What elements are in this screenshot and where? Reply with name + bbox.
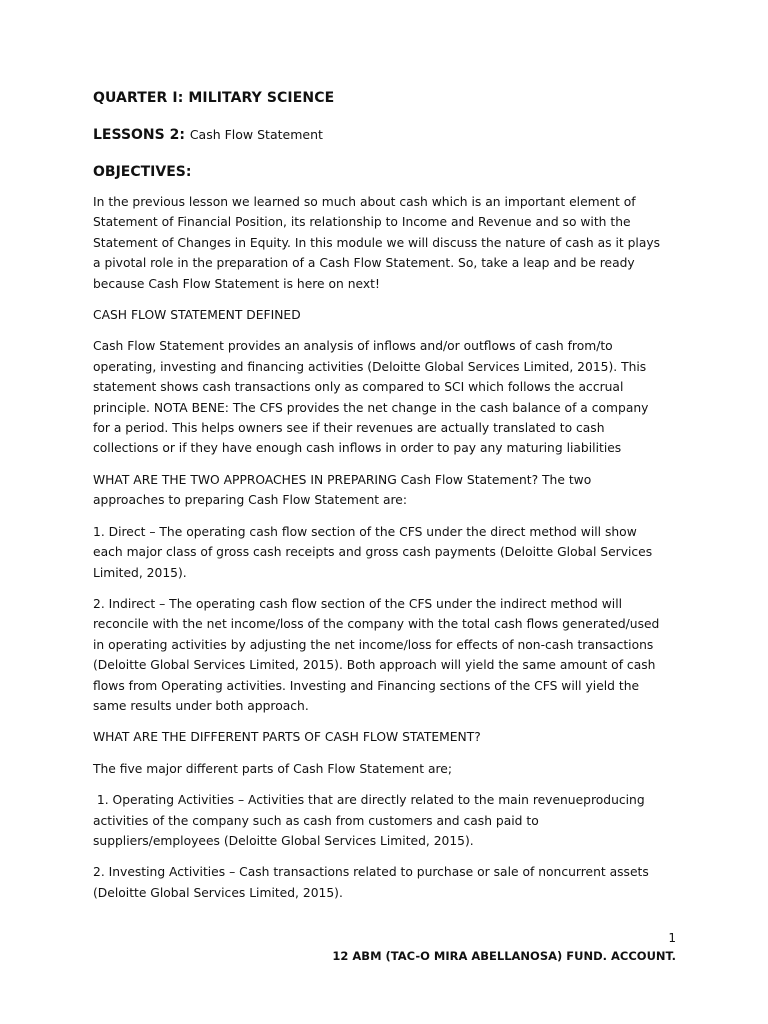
page-number: 1 bbox=[668, 931, 676, 945]
text-line: suppliers/employees (Deloitte Global Services Limited, 2015). bbox=[93, 833, 474, 848]
text-line: In the previous lesson we learned so much about cash which is an important element of bbox=[93, 195, 636, 209]
text-line: for a period. This helps owners see if their revenues are actually translated to cash bbox=[93, 421, 605, 436]
section-heading-parts bbox=[93, 727, 683, 747]
lesson-heading bbox=[93, 125, 683, 145]
text-line: operating, investing and financing activities (Deloitte Global Services Limited, 2015). This bbox=[93, 359, 647, 374]
text-line: each major class of gross cash receipts and gross cash payments (Deloitte Global Services bbox=[93, 545, 653, 560]
document-body bbox=[93, 88, 683, 914]
paragraph-investing-activities bbox=[93, 862, 683, 903]
paragraph-definition bbox=[93, 336, 683, 458]
text-line: Statement of Changes in Equity. In this module we will discuss the nature of cash as it plays bbox=[93, 235, 661, 250]
text-line: 1. Operating Activities – Activities that are directly related to the main revenueproducing bbox=[93, 793, 645, 808]
lesson-title: Cash Flow Statement bbox=[189, 127, 323, 142]
objectives-heading: OBJECTIVES: bbox=[93, 164, 192, 180]
paragraph-intro bbox=[93, 192, 683, 294]
text-line: approaches to preparing Cash Flow Statement are: bbox=[93, 493, 408, 508]
text-line: in operating activities by adjusting the net income/loss for effects of non-cash transactions bbox=[93, 637, 654, 652]
text-line: activities of the company such as cash from customers and cash paid to bbox=[93, 813, 539, 828]
text-line: CASH FLOW STATEMENT DEFINED bbox=[93, 308, 301, 323]
text-line: (Deloitte Global Services Limited, 2015). bbox=[93, 885, 343, 900]
paragraph-direct-method bbox=[93, 522, 683, 583]
text-line: collections or if they have enough cash inflows in order to pay any maturing liabilities bbox=[93, 441, 622, 456]
lesson-label: LESSONS 2: bbox=[93, 127, 185, 143]
text-line: 2. Indirect – The operating cash flow section of the CFS under the indirect method will bbox=[93, 596, 623, 611]
text-line: Limited, 2015). bbox=[93, 565, 187, 580]
text-line: Cash Flow Statement provides an analysis of inflows and/or outflows of cash from/to bbox=[93, 339, 613, 354]
text-line: 2. Investing Activities – Cash transactions related to purchase or sale of noncurrent assets bbox=[93, 865, 649, 880]
paragraph-operating-activities bbox=[93, 790, 683, 851]
text-line: reconcile with the net income/loss of the company with the total cash flows generated/used bbox=[93, 617, 660, 632]
text-line: statement shows cash transactions only as compared to SCI which follows the accrual bbox=[93, 380, 624, 395]
text-line: same results under both approach. bbox=[93, 698, 309, 713]
paragraph-indirect-method bbox=[93, 594, 683, 716]
text-line: Statement of Financial Position, its relationship to Income and Revenue and so with the bbox=[93, 215, 631, 230]
text-line: (Deloitte Global Services Limited, 2015). Both approach will yield the same amount of cash bbox=[93, 658, 656, 673]
page-footer: 12 ABM (TAC-O MIRA ABELLANOSA) FUND. ACCOUNT. bbox=[332, 949, 676, 963]
text-line: flows from Operating activities. Investing and Financing sections of the CFS will yield the bbox=[93, 678, 640, 693]
section-heading-defined bbox=[93, 305, 683, 325]
text-line: WHAT ARE THE DIFFERENT PARTS OF CASH FLOW STATEMENT? bbox=[93, 730, 481, 745]
text-line: principle. NOTA BENE: The CFS provides the net change in the cash balance of a company bbox=[93, 400, 649, 415]
text-line: a pivotal role in the preparation of a Cash Flow Statement. So, take a leap and be ready bbox=[93, 256, 635, 271]
text-line: WHAT ARE THE TWO APPROACHES IN PREPARING Cash Flow Statement? The two bbox=[93, 472, 592, 487]
quarter-title: QUARTER I: MILITARY SCIENCE bbox=[93, 90, 335, 106]
paragraph-approaches-question bbox=[93, 470, 683, 511]
text-line: 1. Direct – The operating cash flow section of the CFS under the direct method will show bbox=[93, 524, 637, 539]
paragraph-parts-intro bbox=[93, 759, 683, 779]
text-line: The five major different parts of Cash Flow Statement are; bbox=[93, 761, 452, 776]
text-line: because Cash Flow Statement is here on next! bbox=[93, 276, 380, 291]
